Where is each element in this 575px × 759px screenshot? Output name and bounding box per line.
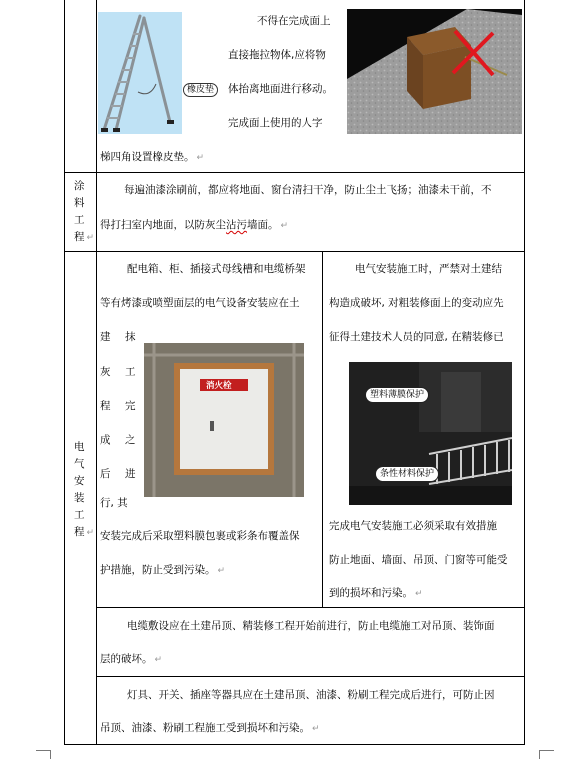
electrical-left-line-1: 配电箱、柜、插接式母线槽和电缆桥架 xyxy=(127,263,306,275)
electrical-left-line-8: 行, 其 xyxy=(100,497,128,509)
row-divider xyxy=(64,172,525,173)
crop-mark xyxy=(539,750,540,759)
row-divider xyxy=(96,676,525,677)
electrical-left-line-4a: 灰 xyxy=(100,366,111,378)
fire-hydrant-panel-photo xyxy=(144,343,304,497)
paint-category-char-2: 料 xyxy=(74,197,85,209)
paint-text-line-2: 得打扫室内地面，以防灰尘沾污墙面。 ↵ xyxy=(100,219,289,231)
ladder-illustration xyxy=(98,12,182,134)
crop-mark xyxy=(36,750,50,751)
fire-hydrant-label: 消火栓 xyxy=(206,381,232,391)
electrical-right-line-1: 电气安装施工时，严禁对土建结 xyxy=(355,263,502,275)
table-col-divider xyxy=(96,0,97,745)
ladder-text-line-3: 体抬离地面进行移动。 xyxy=(228,83,333,95)
electrical-left-line-6b: 之 xyxy=(125,434,136,446)
protection-photo xyxy=(349,362,512,505)
electrical-left-line-9: 安装完成后采取塑料膜包裹或彩条布覆盖保 xyxy=(100,530,300,542)
crop-mark xyxy=(50,750,51,759)
ladder-text-line-2: 直接拖拉物体,应将物 xyxy=(228,49,326,61)
ladder-text-line-5: 梯四角设置橡皮垫。 ↵ xyxy=(100,151,205,163)
photo-callout-top: 塑料薄膜保护 xyxy=(365,387,429,403)
electrical-left-line-7a: 后 xyxy=(100,468,111,480)
electrical-left-line-3b: 抹 xyxy=(125,331,136,343)
row-divider xyxy=(64,251,525,252)
electrical-left-line-4b: 工 xyxy=(125,366,136,378)
row-divider xyxy=(96,607,525,608)
electrical-right-line-3: 征得土建技术人员的同意, 在精装修已 xyxy=(329,331,504,343)
electrical-left-line-10: 护措施，防止受到污染。 ↵ xyxy=(100,564,226,576)
ladder-icon xyxy=(98,12,182,134)
electrical-left-line-5a: 程 xyxy=(100,400,111,412)
paint-text-line-1: 每遍油漆涂刷前，都应将地面、窗台清扫干净，防止尘土飞扬；油漆未干前，不 xyxy=(124,184,492,196)
electrical-category-char-6: 程 ↵ xyxy=(74,526,95,538)
electrical-right-line-5: 防止地面、墙面、吊顶、门窗等可能受 xyxy=(329,554,508,566)
table-col-divider-electrical xyxy=(322,251,323,607)
electrical-category-char-3: 安 xyxy=(74,475,85,487)
cable-text-line-1: 电缆敷设应在土建吊顶、精装修工程开始前进行，防止电缆施工对吊顶、装饰面 xyxy=(127,620,495,632)
paint-category-char-1: 涂 xyxy=(74,180,85,192)
lamp-text-line-2: 吊顶、油漆、粉刷工程施工受到损坏和污染。 ↵ xyxy=(100,722,320,734)
crop-mark xyxy=(540,750,554,751)
electrical-left-line-7b: 进 xyxy=(125,468,136,480)
box-dragging-photo xyxy=(347,9,522,134)
electrical-category-char-5: 工 xyxy=(74,509,85,521)
electrical-left-line-3a: 建 xyxy=(100,331,111,343)
electrical-right-line-6: 到的损坏和污染。 ↵ xyxy=(329,587,423,599)
electrical-right-line-2: 构造成破坏, 对粗装修面上的变动应先 xyxy=(329,297,504,309)
lamp-text-line-1: 灯具、开关、插座等器具应在土建吊顶、油漆、粉刷工程完成后进行，可防止因 xyxy=(127,689,495,701)
electrical-right-line-4: 完成电气安装施工必须采取有效措施 xyxy=(329,520,497,532)
electrical-category-char-4: 装 xyxy=(74,492,85,504)
cable-text-line-2: 层的破坏。 ↵ xyxy=(100,653,163,665)
electrical-category-char-2: 气 xyxy=(74,458,85,470)
ladder-text-line-1: 不得在完成面上 xyxy=(257,15,331,27)
electrical-left-line-5b: 完 xyxy=(125,400,136,412)
electrical-category-char-1: 电 xyxy=(74,441,85,453)
paint-category-char-3: 工 xyxy=(74,214,85,226)
photo-callout-bottom: 条性材料保护 xyxy=(375,466,439,482)
paint-category-char-4: 程 ↵ xyxy=(74,231,95,243)
ladder-callout: 橡皮垫 xyxy=(183,83,218,97)
electrical-left-line-6a: 成 xyxy=(100,434,111,446)
ladder-text-line-4: 完成面上使用的人字 xyxy=(228,117,323,129)
electrical-left-line-2: 等有烤漆或喷塑面层的电气设备安装应在土 xyxy=(100,297,300,309)
